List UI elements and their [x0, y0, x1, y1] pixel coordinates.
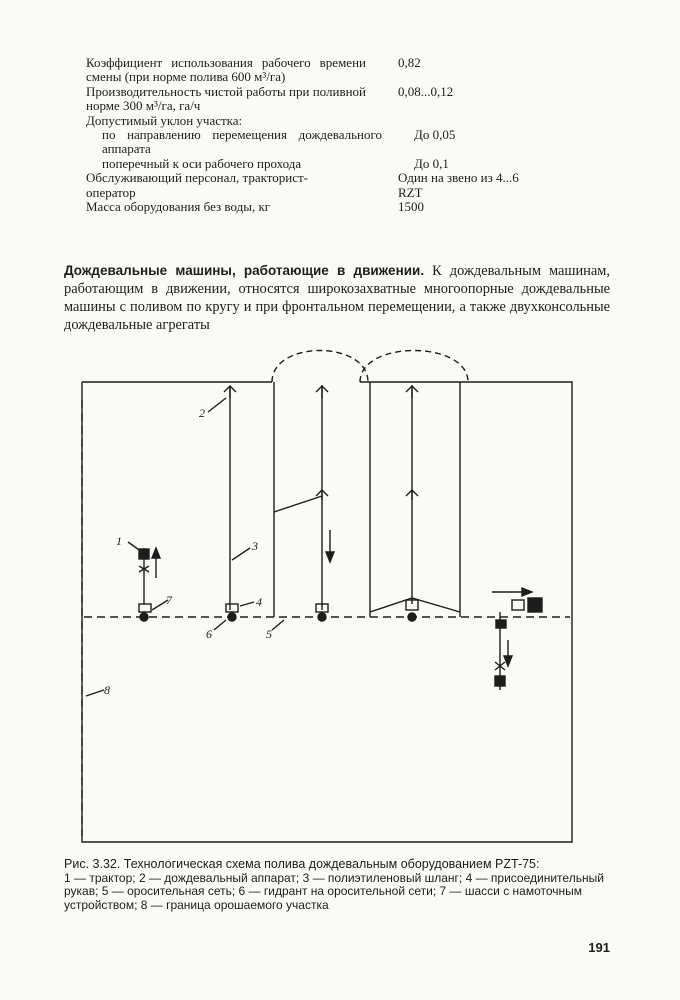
tractor-unit: [139, 548, 160, 621]
machine-unit: [274, 382, 334, 621]
label-3: 3: [252, 539, 258, 553]
spec-label: поперечный к оси рабочего прохода: [102, 155, 302, 171]
wide-machine-unit: [370, 382, 460, 621]
spec-label: Производительность чистой работы при поливной норме 300 м³/га, га/ч: [86, 83, 366, 114]
page-number: 191: [588, 940, 610, 955]
spec-value: До 0,1: [414, 155, 449, 171]
sprinkler-hose-unit: [224, 386, 238, 621]
label-6: 6: [206, 627, 212, 641]
spec-value: 0,08...0,12: [398, 83, 454, 99]
label-8: 8: [104, 683, 110, 697]
label-5: 5: [266, 627, 272, 641]
spec-value: 1500: [398, 199, 424, 215]
spec-value: RZT: [398, 184, 423, 200]
spec-value: Один на звено из 4...6: [398, 170, 519, 186]
spec-label: Коэффициент использования рабочего времени смены (при норме полива 600 м³/га): [86, 55, 366, 85]
spec-value: До 0,05: [414, 127, 456, 143]
coverage-arc: [272, 351, 368, 383]
label-2: 2: [199, 406, 205, 420]
spec-label: Масса оборудования без воды, кг: [86, 199, 271, 215]
spec-label: по направлению перемещения дождевального аппарата: [102, 127, 382, 157]
spec-label: оператор: [86, 184, 136, 200]
caption-title: Рис. 3.32. Технологическая схема полива дождевальным оборудованием PZT-75:: [64, 857, 540, 871]
caption-legend: 1 — трактор; 2 — дождевальный аппарат; 3 — полиэтиленовый шланг; 4 — присоединительный рукав; 5 — оросительная сеть; 6 — гидрант на оросительной сети; 7 — шасси с намоточным устройством; 8 — граница орошаемого участка: [64, 870, 604, 912]
right-tractor-unit: [492, 588, 542, 690]
spec-label: Допустимый уклон участка:: [86, 112, 243, 128]
paragraph-text: К дождевальным машинам, работающим в движении, относятся широкозахватные многоопорные дождевальные машины с поливом по кругу и при фронтальном перемещении, а также двухконсольные дождевальные агрегаты: [64, 263, 610, 333]
label-1: 1: [116, 534, 122, 548]
spec-value: 0,82: [398, 55, 421, 70]
figure-caption: [64, 858, 612, 912]
coverage-arc: [360, 351, 468, 383]
paragraph-heading: Дождевальные машины, работающие в движении.: [64, 263, 425, 278]
label-7: 7: [166, 593, 172, 607]
label-4: 4: [256, 595, 262, 609]
spec-label: Обслуживающий персонал, тракторист-: [86, 170, 308, 186]
